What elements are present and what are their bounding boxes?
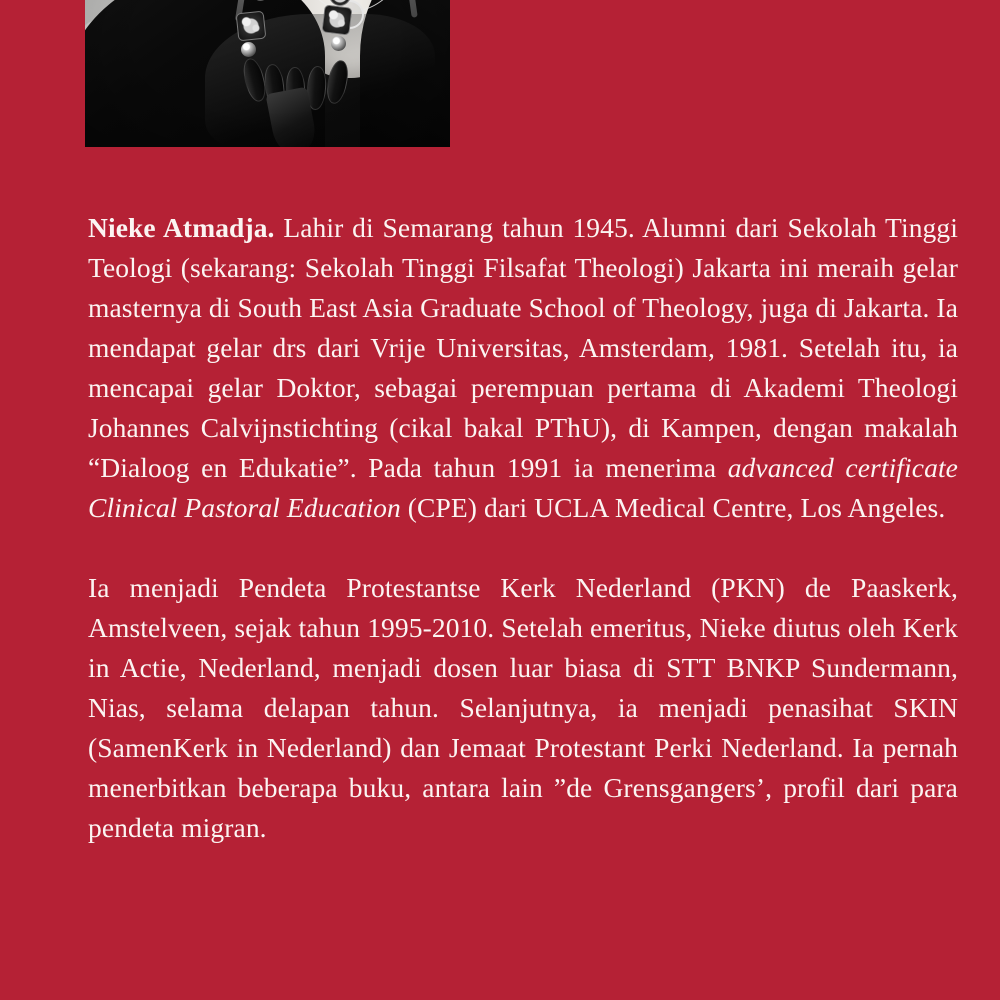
biography-text-after-italic: (CPE) dari UCLA Medical Centre, Los Angeles.: [400, 492, 946, 523]
author-name: Nieke Atmadja.: [88, 212, 275, 243]
biography-paragraph-1: [88, 208, 958, 528]
necklace-bead-small-left: [241, 42, 256, 57]
biography-text-before-italic: Lahir di Semarang tahun 1945. Alumni dari Sekolah Tinggi Teologi (sekarang: Sekolah Tinggi Filsafat Theologi) Jakarta ini meraih gelar masternya di South East Asia Graduate School of Theology, juga di Jakarta. Ia mendapat gelar drs dari Vrije Universitas, Amsterdam, 1981. Setelah itu, ia mencapai gelar Doktor, sebagai perempuan pertama di Akademi Theologi Johannes Calvijnstichting (cikal bakal PThU), di Kampen, dengan makalah “Dialoog en Edukatie”. Pada tahun 1991 ia menerima: [88, 212, 958, 483]
biography-paragraph-2: Ia menjadi Pendeta Protestantse Kerk Nederland (PKN) de Paaskerk, Amstelveen, sejak tahun 1995-2010. Setelah emeritus, Nieke diutus oleh Kerk in Actie, Nederland, menjadi dosen luar biasa di STT BNKP Sundermann, Nias, selama delapan tahun. Selanjutnya, ia menjadi penasihat SKIN (SamenKerk in Nederland) dan Jemaat Protestant Perki Nederland. Ia pernah menerbitkan beberapa buku, antara lain ”de Grensgangers’, profil dari para pendeta migran.: [88, 572, 958, 843]
author-biography: [88, 208, 958, 848]
necklace-ornament-left: [236, 11, 267, 42]
certificate-title-italic: advanced certificate Clinical Pastoral Education: [88, 452, 958, 523]
necklace-ornament-right: [321, 4, 352, 35]
necklace-bead-small-right: [331, 36, 346, 51]
author-portrait-photo: [85, 0, 450, 147]
